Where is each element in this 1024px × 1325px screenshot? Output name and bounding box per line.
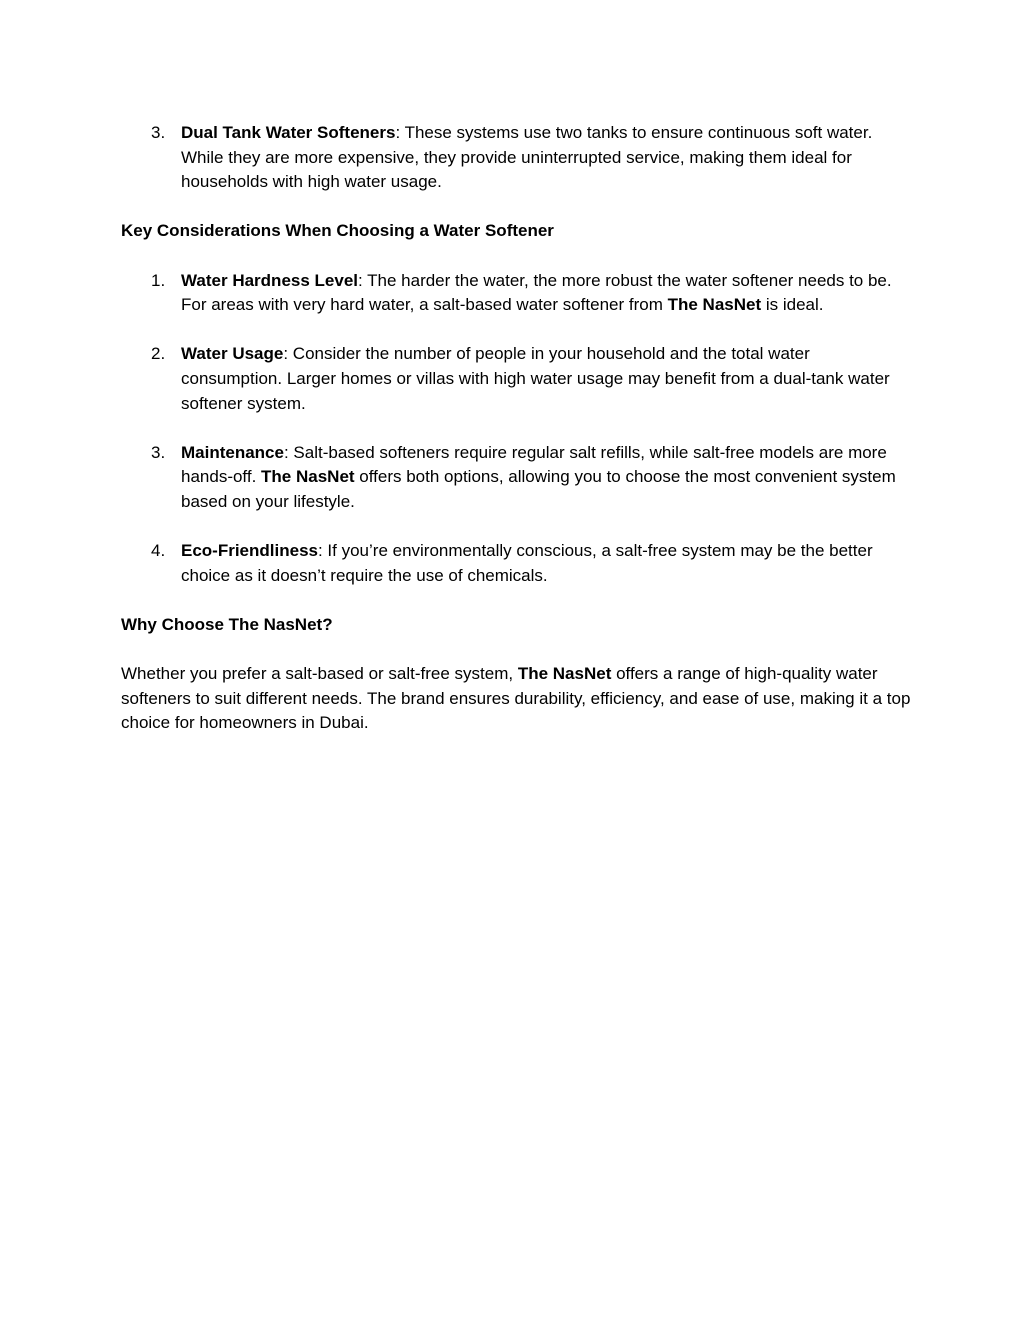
brand-name: The NasNet <box>261 467 355 487</box>
item-title: Dual Tank Water Softeners <box>181 123 396 142</box>
item-title: Maintenance <box>181 442 284 462</box>
item-text: : Salt-based softeners require regular salt refills, while salt-free models are more hands-off. <box>181 442 887 487</box>
list-number: 3. <box>151 123 166 142</box>
item-text: : If you’re environmentally conscious, a salt-free system may be the better choice as it doesn’t require the use of chemicals. <box>181 541 873 585</box>
section-heading-key-considerations: Key Considerations When Choosing a Water Softener <box>121 221 554 241</box>
list-number: 1. <box>151 270 166 290</box>
item-title: Eco-Friendliness <box>181 541 318 561</box>
item-text: : These systems use two tanks to ensure continuous soft water. While they are more expensive, they provide uninterrupted service, making them ideal for households with high water usage. <box>181 123 873 192</box>
list-item-water-hardness <box>121 269 911 318</box>
paragraph-text: Whether you prefer a salt-based or salt-free system, <box>121 664 518 684</box>
brand-name: The NasNet <box>667 295 762 315</box>
list-item-dual-tank <box>121 121 911 195</box>
item-title: Water Hardness Level <box>181 270 358 290</box>
list-item-eco-friendliness <box>121 539 911 588</box>
body-paragraph <box>121 662 911 736</box>
paragraph-text-end: offers a range of high-quality water softeners to suit different needs. The brand ensures durability, efficiency, and ease of use, making it a top choice for homeowners in Dubai. <box>121 664 911 733</box>
item-text-end: offers both options, allowing you to choose the most convenient system based on your lifestyle. <box>181 467 896 511</box>
list-item-maintenance <box>121 441 911 515</box>
list-number: 2. <box>151 344 166 364</box>
item-title: Water Usage <box>181 344 284 364</box>
item-text-end: is ideal. <box>761 295 824 315</box>
item-text: : Consider the number of people in your household and the total water consumption. Larger homes or villas with high water usage may benefit from a dual-tank water softener system. <box>181 344 890 413</box>
document-page <box>121 121 911 736</box>
item-text: : The harder the water, the more robust the water softener needs to be. For areas with very hard water, a salt-based water softener from <box>181 270 892 315</box>
list-number: 4. <box>151 541 166 561</box>
brand-name: The NasNet <box>517 664 612 684</box>
section-heading-why-choose: Why Choose The NasNet? <box>121 614 333 634</box>
list-item-water-usage <box>121 342 911 416</box>
list-number: 3. <box>151 442 166 462</box>
